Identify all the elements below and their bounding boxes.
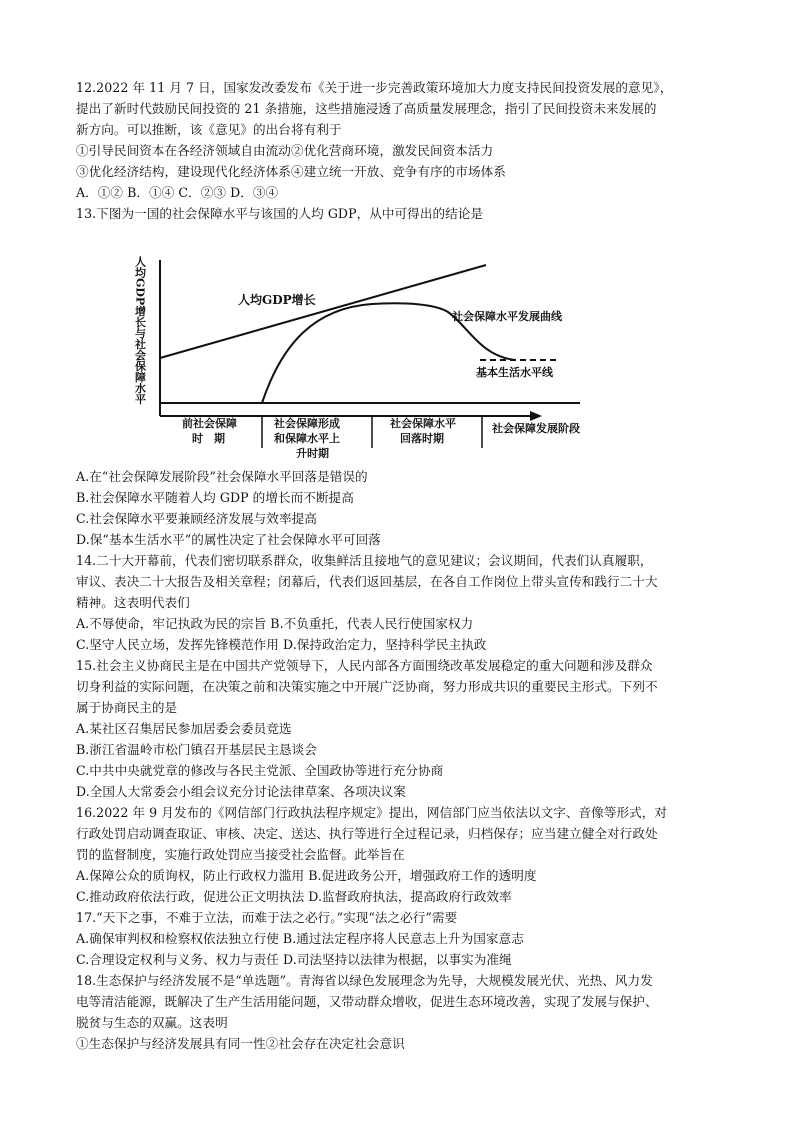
q16-stem-line-1: 16.2022 年 9 月发布的《网信部门行政执法程序规定》提出，网信部门应当依法以文字、音像等形式，对 <box>76 805 668 820</box>
q12-statements-line-2: ③优化经济结构，建设现代化经济体系④建立统一开放、竞争有序的市场体系 <box>76 164 506 179</box>
q14-options-cd: C.坚守人民立场，发挥先锋模范作用 D.保持政治定力，坚持科学民主执政 <box>76 637 487 652</box>
q13-option-a: A.在“社会保障发展阶段”社会保障水平回落是错误的 <box>76 469 368 484</box>
gdp-growth-label: 人均GDP增长 <box>238 293 316 307</box>
q16-stem-line-3: 罚的监督制度，实施行政处罚应当接受社会监督。此举旨在 <box>76 847 405 862</box>
q18-stem-line-3: 脱贫与生态的双赢。这表明 <box>76 1015 228 1030</box>
q17-options-cd: C.合理设定权利与义务、权力与责任 D.司法坚持以法律为根据，以事实为准绳 <box>76 952 512 967</box>
curve-label: 社会保障水平发展曲线 <box>452 310 562 323</box>
social-security-figure <box>130 248 590 458</box>
q13-option-c: C.社会保障水平要兼顾经济发展与效率提高 <box>76 511 317 526</box>
q18-stem-line-2: 电等清洁能源，既解决了生产生活用能问题，又带动群众增收，促进生态环境改善，实现了发展与保护、 <box>76 994 658 1009</box>
q14-stem-line-3: 精神。这表明代表们 <box>76 595 190 610</box>
q14-options-ab: A.不辱使命，牢记执政为民的宗旨 B.不负重托，代表人民行使国家权力 <box>76 616 474 631</box>
q17-options-ab: A.确保审判权和检察权依法独立行使 B.通过法定程序将人民意志上升为国家意志 <box>76 931 524 946</box>
q12-stem-line-3: 新方向。可以推断，该《意见》的出台将有利于 <box>76 122 342 137</box>
q16-options-cd: C.推动政府依法行政，促进公正文明执法 D.监督政府执法，提高政府行政效率 <box>76 889 512 904</box>
q12-stem-line-2: 提出了新时代鼓励民间投资的 21 条措施，这些措施浸透了高质量发展理念，指引了民间投资未来发展的 <box>76 101 657 116</box>
q15-option-c: C.中共中央就党章的修改与各民主党派、全国政协等进行充分协商 <box>76 763 444 778</box>
basic-living-label: 基本生活水平线 <box>476 366 553 379</box>
q15-option-a: A.某社区召集居民参加居委会委员竞选 <box>76 721 292 736</box>
q15-stem-line-3: 属于协商民主的是 <box>76 700 178 715</box>
x-axis-arrow <box>530 411 542 421</box>
q13-option-b: B.社会保障水平随着人均 GDP 的增长而不断提高 <box>76 490 354 505</box>
q17-stem: 17.“天下之事，不难于立法，而难于法之必行。”实现“法之必行”需要 <box>76 910 458 925</box>
q15-option-b: B.浙江省温岭市松门镇召开基层民主恳谈会 <box>76 742 317 757</box>
q15-option-d: D.全国人大常委会小组会议充分讨论法律草案、各项决议案 <box>76 784 406 799</box>
gdp-growth-line <box>160 265 486 358</box>
q12-stem-line-1: 12.2022 年 11 月 7 日，国家发改委发布《关于进一步完善政策环境加大力度支持民间投资发展的意见》， <box>76 80 673 95</box>
stage-3-label-line-2: 回落时期 <box>400 432 444 445</box>
q14-stem-line-2: 审议、表决二十大报告及相关章程；闭幕后，代表们返回基层，在各自工作岗位上带头宣传和践行二十大 <box>76 574 658 589</box>
q16-stem-line-2: 行政处罚启动调查取证、审核、决定、送达、执行等进行全过程记录，归档保存；应当建立健全对行政处 <box>76 826 658 841</box>
q16-options-ab: A.保障公众的质询权，防止行政权力滥用 B.促进政务公开，增强政府工作的透明度 <box>76 868 537 883</box>
q13-stem: 13.下图为一国的社会保障水平与该国的人均 GDP，从中可得出的结论是 <box>76 206 484 221</box>
q15-stem-line-2: 切身利益的实际问题，在决策之前和决策实施之中开展广泛协商，努力形成共识的重要民主形式。下列不 <box>76 679 658 694</box>
stage-1-label-line-2: 时 期 <box>192 432 225 445</box>
stage-1-label-line-1: 前社会保障 <box>182 417 237 430</box>
stage-2-label-line-2: 和保障水平上 <box>274 432 340 445</box>
q18-stem-line-1: 18.生态保护与经济发展不是“单选题”。青海省以绿色发展理念为先导，大规模发展光伏、光热、风力发 <box>76 973 653 988</box>
stage-2-label-line-1: 社会保障形成 <box>274 417 340 430</box>
q13-option-d: D.保“基本生活水平”的属性决定了社会保障水平可回落 <box>76 532 381 547</box>
q12-options: A．①② B．①④ C．②③ D．③④ <box>76 185 279 200</box>
q18-statements-line-1: ①生态保护与经济发展具有同一性②社会存在决定社会意识 <box>76 1036 405 1051</box>
y-axis-label: 人均GDP增长与社会保障水平 <box>133 256 147 405</box>
q15-stem-line-1: 15.社会主义协商民主是在中国共产党领导下，人民内部各方面围绕改革发展稳定的重大问题和涉及群众 <box>76 658 653 673</box>
q14-stem-line-1: 14.二十大开幕前，代表们密切联系群众，收集鲜活且接地气的意见建议；会议期间，代表们认真履职， <box>76 553 653 568</box>
q12-statements-line-1: ①引导民间资本在各经济领域自由流动②优化营商环境，激发民间资本活力 <box>76 143 494 158</box>
stage-3-label-line-1: 社会保障水平 <box>390 417 456 430</box>
x-axis-label: 社会保障发展阶段 <box>492 422 580 435</box>
stage-2-label-line-3: 升时期 <box>296 447 329 458</box>
